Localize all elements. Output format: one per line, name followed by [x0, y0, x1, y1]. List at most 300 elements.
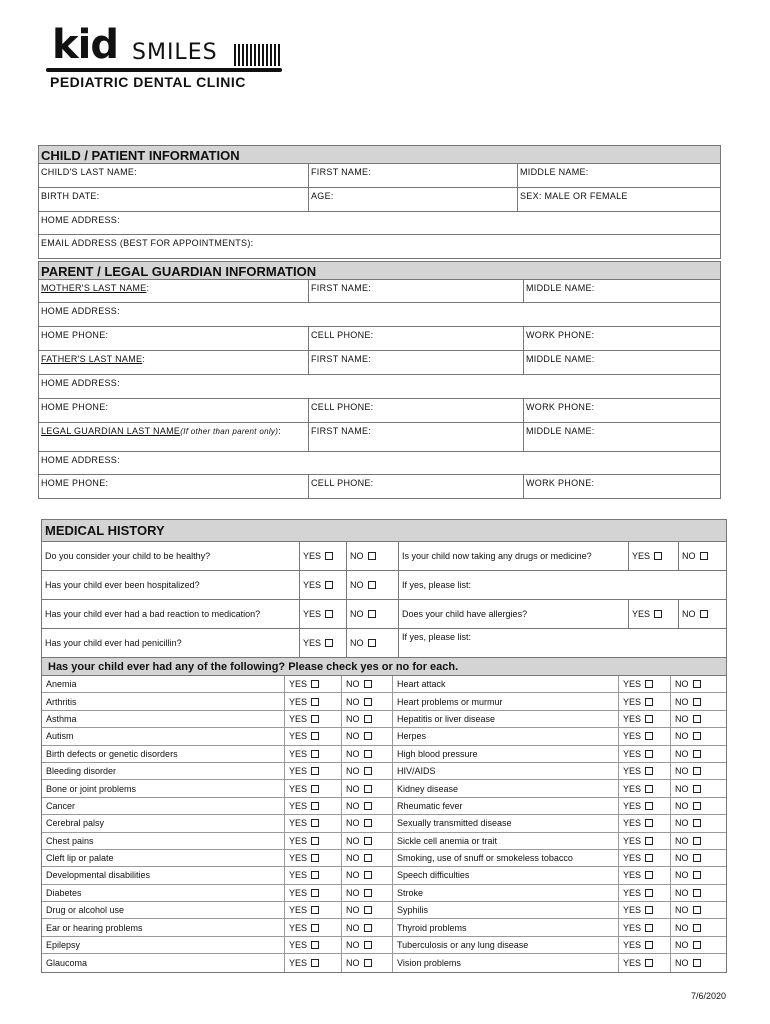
drugs-yes[interactable]	[628, 542, 678, 570]
yes-label: YES	[623, 679, 642, 690]
checkbox-icon[interactable]	[325, 552, 333, 560]
checkbox-icon[interactable]	[364, 959, 372, 967]
condition-yes[interactable]	[284, 833, 341, 849]
no-label: NO	[346, 905, 360, 916]
condition-no[interactable]	[670, 937, 726, 953]
mother-home-address-field[interactable]: HOME ADDRESS:	[41, 306, 120, 316]
yes-label: YES	[289, 731, 308, 742]
checkbox-icon[interactable]	[311, 837, 319, 845]
condition-row	[42, 798, 726, 815]
no-label: NO	[346, 748, 360, 759]
guardian-home-phone-field[interactable]: HOME PHONE:	[41, 478, 109, 488]
checkbox-icon[interactable]	[364, 889, 372, 897]
checkbox-icon[interactable]	[693, 889, 701, 897]
question-hospitalized: Has your child ever been hospitalized?	[45, 580, 200, 590]
yes-label: YES	[303, 638, 322, 648]
condition-label: Epilepsy	[46, 940, 81, 951]
checkbox-icon[interactable]	[311, 889, 319, 897]
checkbox-icon[interactable]	[364, 906, 372, 914]
checkbox-icon[interactable]	[311, 906, 319, 914]
checkbox-icon[interactable]	[693, 750, 701, 758]
condition-yes[interactable]	[618, 850, 670, 866]
condition-label: Asthma	[46, 713, 77, 724]
condition-no[interactable]	[341, 937, 392, 953]
penicillin-yes[interactable]	[299, 629, 346, 657]
checkbox-icon[interactable]	[364, 750, 372, 758]
condition-yes[interactable]	[618, 954, 670, 971]
checkbox-icon[interactable]	[325, 581, 333, 589]
logo-smiles: SMILES	[132, 40, 218, 65]
checkbox-icon[interactable]	[311, 819, 319, 827]
checkbox-icon[interactable]	[693, 819, 701, 827]
conditions-table	[42, 676, 726, 972]
checkbox-icon[interactable]	[645, 750, 653, 758]
yes-label: YES	[289, 713, 308, 724]
guardian-cell-phone-field[interactable]: CELL PHONE:	[308, 475, 523, 498]
condition-label: Ear or hearing problems	[46, 922, 143, 933]
condition-row	[42, 711, 726, 728]
condition-label: Vision problems	[392, 954, 618, 971]
condition-no[interactable]	[670, 885, 726, 901]
checkbox-icon[interactable]	[645, 767, 653, 775]
yes-label: YES	[623, 835, 642, 846]
condition-yes[interactable]	[284, 676, 341, 692]
email-field[interactable]: EMAIL ADDRESS (BEST FOR APPOINTMENTS):	[41, 238, 254, 248]
condition-yes[interactable]	[618, 693, 670, 709]
no-label: NO	[675, 713, 689, 724]
condition-yes[interactable]	[284, 867, 341, 883]
father-first-name-field[interactable]: FIRST NAME:	[308, 351, 523, 374]
condition-no[interactable]	[341, 850, 392, 866]
condition-row	[42, 954, 726, 971]
checkbox-icon[interactable]	[325, 639, 333, 647]
condition-yes[interactable]	[618, 815, 670, 831]
no-label: NO	[346, 940, 360, 951]
checkbox-icon[interactable]	[645, 802, 653, 810]
no-label: NO	[675, 957, 689, 968]
checkbox-icon[interactable]	[364, 785, 372, 793]
condition-no[interactable]	[341, 780, 392, 796]
checkbox-icon[interactable]	[325, 610, 333, 618]
condition-row	[42, 746, 726, 763]
checkbox-icon[interactable]	[693, 802, 701, 810]
checkbox-icon[interactable]	[311, 802, 319, 810]
condition-no[interactable]	[670, 746, 726, 762]
condition-no[interactable]	[670, 780, 726, 796]
no-label: NO	[675, 818, 689, 829]
condition-no[interactable]	[670, 763, 726, 779]
checkbox-icon[interactable]	[311, 959, 319, 967]
checkbox-icon[interactable]	[311, 698, 319, 706]
yes-label: YES	[623, 870, 642, 881]
no-label: NO	[346, 713, 360, 724]
condition-no[interactable]	[670, 676, 726, 692]
checkbox-icon[interactable]	[693, 906, 701, 914]
yes-label: YES	[303, 580, 322, 590]
no-label: NO	[675, 696, 689, 707]
toothbrush-icon	[234, 44, 280, 66]
yes-label: YES	[623, 957, 642, 968]
checkbox-icon[interactable]	[693, 959, 701, 967]
healthy-no[interactable]	[346, 542, 398, 570]
no-label: NO	[350, 638, 364, 648]
checkbox-icon[interactable]	[364, 924, 372, 932]
parent-section-title: PARENT / LEGAL GUARDIAN INFORMATION	[38, 261, 721, 280]
checkbox-icon[interactable]	[654, 610, 662, 618]
checkbox-icon[interactable]	[368, 552, 376, 560]
yes-label: YES	[623, 800, 642, 811]
condition-row	[42, 867, 726, 884]
no-label: NO	[675, 766, 689, 777]
father-home-phone-field[interactable]: HOME PHONE:	[41, 402, 109, 412]
logo-subtitle: PEDIATRIC DENTAL CLINIC	[50, 74, 246, 90]
condition-no[interactable]	[341, 693, 392, 709]
age-field[interactable]: AGE:	[308, 188, 517, 211]
no-label: NO	[346, 731, 360, 742]
condition-label: Stroke	[392, 885, 618, 901]
checkbox-icon[interactable]	[693, 871, 701, 879]
no-label: NO	[675, 853, 689, 864]
allergies-yes[interactable]	[628, 600, 678, 628]
condition-label: Tuberculosis or any lung disease	[392, 937, 618, 953]
question-penicillin: Has your child ever had penicillin?	[45, 638, 182, 648]
checkbox-icon[interactable]	[364, 802, 372, 810]
condition-no[interactable]	[670, 833, 726, 849]
checkbox-icon[interactable]	[311, 715, 319, 723]
condition-row	[42, 902, 726, 919]
no-label: NO	[346, 835, 360, 846]
child-section-title: CHILD / PATIENT INFORMATION	[38, 145, 721, 164]
checkbox-icon[interactable]	[645, 819, 653, 827]
checkbox-icon[interactable]	[645, 871, 653, 879]
condition-yes[interactable]	[284, 798, 341, 814]
no-label: NO	[350, 551, 364, 561]
condition-no[interactable]	[341, 815, 392, 831]
condition-yes[interactable]	[618, 919, 670, 935]
yes-label: YES	[632, 609, 651, 619]
father-cell-phone-field[interactable]: CELL PHONE:	[308, 399, 523, 422]
condition-label: Kidney disease	[392, 780, 618, 796]
no-label: NO	[346, 957, 360, 968]
condition-yes[interactable]	[618, 780, 670, 796]
no-label: NO	[675, 800, 689, 811]
no-label: NO	[346, 818, 360, 829]
father-home-address-field[interactable]: HOME ADDRESS:	[41, 378, 120, 388]
checkbox-icon[interactable]	[693, 924, 701, 932]
condition-label: Diabetes	[46, 887, 82, 898]
condition-row	[42, 763, 726, 780]
condition-no[interactable]	[341, 919, 392, 935]
condition-yes[interactable]	[618, 902, 670, 918]
allergies-no[interactable]	[678, 600, 726, 628]
no-label: NO	[346, 783, 360, 794]
checkbox-icon[interactable]	[645, 715, 653, 723]
checkbox-icon[interactable]	[364, 854, 372, 862]
checkbox-icon[interactable]	[311, 750, 319, 758]
yes-label: YES	[623, 818, 642, 829]
colon: :	[146, 283, 150, 293]
parent-info-section	[38, 261, 721, 499]
condition-yes[interactable]	[618, 833, 670, 849]
condition-row	[42, 850, 726, 867]
condition-no[interactable]	[341, 728, 392, 744]
condition-yes[interactable]	[284, 902, 341, 918]
checkbox-icon[interactable]	[693, 698, 701, 706]
child-last-name-field[interactable]: CHILD'S LAST NAME:	[41, 167, 137, 177]
checkbox-icon[interactable]	[311, 871, 319, 879]
child-info-section	[38, 145, 721, 259]
yes-label: YES	[623, 748, 642, 759]
condition-yes[interactable]	[618, 937, 670, 953]
condition-no[interactable]	[670, 693, 726, 709]
father-last-name-field[interactable]	[39, 351, 308, 374]
condition-row	[42, 937, 726, 954]
condition-no[interactable]	[341, 954, 392, 971]
checkbox-icon[interactable]	[368, 610, 376, 618]
condition-yes[interactable]	[284, 815, 341, 831]
checkbox-icon[interactable]	[311, 924, 319, 932]
condition-yes[interactable]	[618, 798, 670, 814]
yes-label: YES	[303, 551, 322, 561]
mother-last-name-field[interactable]	[39, 280, 308, 302]
checkbox-icon[interactable]	[645, 837, 653, 845]
condition-no[interactable]	[670, 867, 726, 883]
yes-label: YES	[623, 783, 642, 794]
guardian-work-phone-field[interactable]: WORK PHONE:	[523, 475, 720, 498]
form-date: 7/6/2020	[690, 991, 726, 1001]
no-label: NO	[675, 835, 689, 846]
condition-yes[interactable]	[284, 885, 341, 901]
no-label: NO	[350, 609, 364, 619]
checkbox-icon[interactable]	[700, 610, 708, 618]
checkbox-icon[interactable]	[645, 889, 653, 897]
hospitalized-yes[interactable]	[299, 571, 346, 599]
yes-label: YES	[623, 905, 642, 916]
hospitalized-no[interactable]	[346, 571, 398, 599]
condition-no[interactable]	[670, 728, 726, 744]
checkbox-icon[interactable]	[645, 698, 653, 706]
checkbox-icon[interactable]	[693, 732, 701, 740]
mother-middle-name-field[interactable]: MIDDLE NAME:	[523, 280, 720, 302]
condition-label: Birth defects or genetic disorders	[46, 748, 178, 759]
condition-yes[interactable]	[284, 763, 341, 779]
condition-row	[42, 676, 726, 693]
condition-no[interactable]	[341, 833, 392, 849]
checkbox-icon[interactable]	[645, 680, 653, 688]
condition-yes[interactable]	[618, 746, 670, 762]
allergies-list-field[interactable]: If yes, please list:	[398, 629, 726, 657]
no-label: NO	[346, 853, 360, 864]
condition-yes[interactable]	[284, 728, 341, 744]
condition-yes[interactable]	[284, 954, 341, 971]
checkbox-icon[interactable]	[693, 941, 701, 949]
condition-yes[interactable]	[284, 850, 341, 866]
checkbox-icon[interactable]	[368, 581, 376, 589]
condition-label: Glaucoma	[46, 957, 88, 968]
conditions-title: Has your child ever had any of the following? Please check yes or no for each.	[42, 658, 726, 676]
condition-no[interactable]	[670, 815, 726, 831]
checkbox-icon[interactable]	[311, 680, 319, 688]
colon: :	[278, 426, 281, 436]
no-label: NO	[675, 940, 689, 951]
condition-label: HIV/AIDS	[392, 763, 618, 779]
checkbox-icon[interactable]	[364, 819, 372, 827]
yes-label: YES	[623, 922, 642, 933]
question-healthy: Do you consider your child to be healthy?	[45, 551, 211, 561]
condition-no[interactable]	[341, 711, 392, 727]
no-label: NO	[675, 748, 689, 759]
condition-label: Sickle cell anemia or trait	[392, 833, 618, 849]
mother-first-name-field[interactable]: FIRST NAME:	[308, 280, 523, 302]
checkbox-icon[interactable]	[645, 785, 653, 793]
father-middle-name-field[interactable]: MIDDLE NAME:	[523, 351, 720, 374]
condition-yes[interactable]	[284, 711, 341, 727]
condition-yes[interactable]	[618, 728, 670, 744]
yes-label: YES	[289, 818, 308, 829]
condition-no[interactable]	[341, 763, 392, 779]
yes-label: YES	[632, 551, 651, 561]
condition-no[interactable]	[670, 850, 726, 866]
checkbox-icon[interactable]	[364, 680, 372, 688]
condition-yes[interactable]	[284, 780, 341, 796]
checkbox-icon[interactable]	[693, 854, 701, 862]
yes-label: YES	[289, 905, 308, 916]
checkbox-icon[interactable]	[364, 941, 372, 949]
checkbox-icon[interactable]	[364, 698, 372, 706]
condition-no[interactable]	[670, 954, 726, 971]
guardian-last-name-field[interactable]	[39, 423, 308, 451]
checkbox-icon[interactable]	[654, 552, 662, 560]
checkbox-icon[interactable]	[311, 785, 319, 793]
condition-no[interactable]	[670, 711, 726, 727]
healthy-yes[interactable]	[299, 542, 346, 570]
condition-no[interactable]	[341, 798, 392, 814]
checkbox-icon[interactable]	[368, 639, 376, 647]
condition-no[interactable]	[670, 919, 726, 935]
question-reaction: Has your child ever had a bad reaction to medication?	[45, 609, 261, 619]
condition-no[interactable]	[670, 902, 726, 918]
condition-no[interactable]	[341, 867, 392, 883]
colon: :	[142, 354, 146, 364]
reaction-yes[interactable]	[299, 600, 346, 628]
condition-no[interactable]	[670, 798, 726, 814]
checkbox-icon[interactable]	[700, 552, 708, 560]
checkbox-icon[interactable]	[311, 854, 319, 862]
condition-label: Autism	[46, 731, 74, 742]
no-label: NO	[675, 887, 689, 898]
checkbox-icon[interactable]	[364, 732, 372, 740]
child-home-address-field[interactable]: HOME ADDRESS:	[41, 215, 120, 225]
condition-yes[interactable]	[284, 693, 341, 709]
checkbox-icon[interactable]	[645, 854, 653, 862]
father-last-name-label: FATHER'S LAST NAME	[41, 354, 143, 364]
condition-no[interactable]	[341, 885, 392, 901]
no-label: NO	[675, 731, 689, 742]
yes-label: YES	[623, 853, 642, 864]
condition-no[interactable]	[341, 676, 392, 692]
condition-yes[interactable]	[284, 937, 341, 953]
penicillin-no[interactable]	[346, 629, 398, 657]
condition-row	[42, 833, 726, 850]
yes-label: YES	[623, 887, 642, 898]
checkbox-icon[interactable]	[693, 785, 701, 793]
yes-label: YES	[303, 609, 322, 619]
condition-yes[interactable]	[618, 867, 670, 883]
condition-yes[interactable]	[618, 711, 670, 727]
checkbox-icon[interactable]	[693, 715, 701, 723]
condition-no[interactable]	[341, 746, 392, 762]
checkbox-icon[interactable]	[645, 924, 653, 932]
condition-label: Rheumatic fever	[392, 798, 618, 814]
birth-date-field[interactable]: BIRTH DATE:	[41, 191, 100, 201]
mother-cell-phone-field[interactable]: CELL PHONE:	[308, 327, 523, 350]
condition-yes[interactable]	[284, 919, 341, 935]
checkbox-icon[interactable]	[311, 941, 319, 949]
guardian-middle-name-field[interactable]: MIDDLE NAME:	[523, 423, 720, 451]
question-allergies: Does your child have allergies?	[398, 600, 628, 628]
condition-label: Cleft lip or palate	[46, 853, 114, 864]
guardian-note: (If other than parent only)	[180, 427, 279, 436]
condition-yes[interactable]	[284, 746, 341, 762]
checkbox-icon[interactable]	[311, 767, 319, 775]
checkbox-icon[interactable]	[364, 715, 372, 723]
condition-label: Cerebral palsy	[46, 818, 105, 829]
checkbox-icon[interactable]	[645, 959, 653, 967]
condition-label: Cancer	[46, 800, 76, 811]
reaction-no[interactable]	[346, 600, 398, 628]
guardian-home-address-field[interactable]: HOME ADDRESS:	[41, 455, 120, 465]
yes-label: YES	[289, 835, 308, 846]
yes-label: YES	[623, 766, 642, 777]
no-label: NO	[675, 679, 689, 690]
condition-yes[interactable]	[618, 885, 670, 901]
checkbox-icon[interactable]	[693, 680, 701, 688]
child-first-name-field[interactable]: FIRST NAME:	[308, 164, 517, 187]
condition-yes[interactable]	[618, 763, 670, 779]
checkbox-icon[interactable]	[364, 871, 372, 879]
checkbox-icon[interactable]	[311, 732, 319, 740]
guardian-first-name-field[interactable]: FIRST NAME:	[308, 423, 523, 451]
father-work-phone-field[interactable]: WORK PHONE:	[523, 399, 720, 422]
checkbox-icon[interactable]	[364, 837, 372, 845]
drugs-no[interactable]	[678, 542, 726, 570]
no-label: NO	[675, 922, 689, 933]
no-label: NO	[346, 766, 360, 777]
yes-label: YES	[289, 766, 308, 777]
yes-label: YES	[289, 783, 308, 794]
child-middle-name-field[interactable]: MIDDLE NAME:	[517, 164, 720, 187]
condition-no[interactable]	[341, 902, 392, 918]
condition-yes[interactable]	[618, 676, 670, 692]
sex-field[interactable]: SEX: MALE OR FEMALE	[517, 188, 720, 211]
checkbox-icon[interactable]	[693, 837, 701, 845]
no-label: NO	[350, 580, 364, 590]
medical-history-section	[41, 519, 727, 973]
yes-label: YES	[623, 696, 642, 707]
mother-last-name-label: MOTHER'S LAST NAME	[41, 283, 147, 293]
medical-section-title: MEDICAL HISTORY	[42, 520, 726, 542]
checkbox-icon[interactable]	[693, 767, 701, 775]
drugs-list-field[interactable]: If yes, please list:	[398, 571, 726, 599]
no-label: NO	[675, 905, 689, 916]
checkbox-icon[interactable]	[645, 906, 653, 914]
mother-home-phone-field[interactable]: HOME PHONE:	[41, 330, 109, 340]
checkbox-icon[interactable]	[645, 732, 653, 740]
checkbox-icon[interactable]	[645, 941, 653, 949]
mother-work-phone-field[interactable]: WORK PHONE:	[523, 327, 720, 350]
checkbox-icon[interactable]	[364, 767, 372, 775]
no-label: NO	[346, 696, 360, 707]
